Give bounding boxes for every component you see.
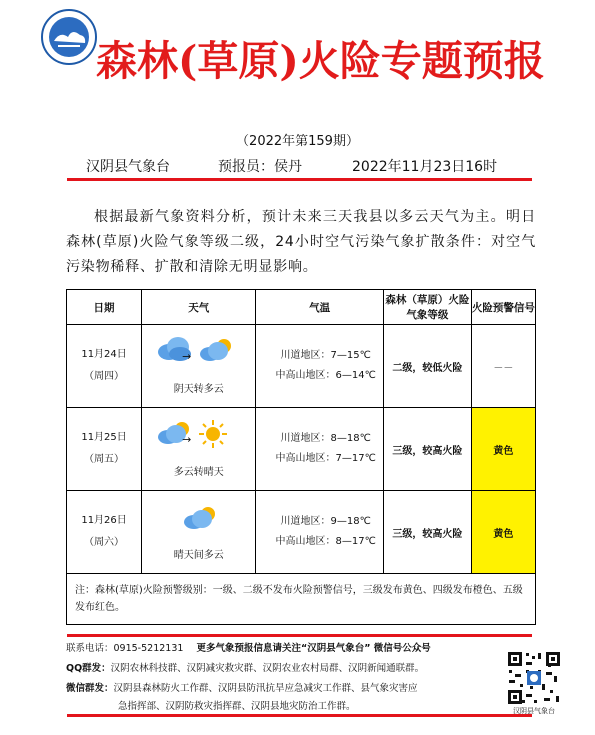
footer-bottom-divider xyxy=(67,714,532,717)
temperature-cell: 川道地区：9—18℃ 中高山地区：8—17℃ xyxy=(256,491,384,574)
header-date: 日期 xyxy=(67,290,142,325)
fire-level-cell: 二级，较低火险 xyxy=(383,325,471,408)
weather-cell xyxy=(142,325,256,408)
wechat-label: 微信群发： xyxy=(66,683,114,694)
weather-cell xyxy=(142,491,256,574)
qr-code-icon xyxy=(506,650,562,706)
weather-description: 多云转晴天 xyxy=(173,467,224,478)
date-cell: 11月24日 （周四） xyxy=(67,325,142,408)
table-row xyxy=(67,325,536,408)
footer-divider xyxy=(67,634,532,637)
header-weather: 天气 xyxy=(142,290,256,325)
table-row xyxy=(67,491,536,574)
weather-description: 晴天间多云 xyxy=(173,550,224,561)
header-fire-level: 森林（草原）火险气象等级 xyxy=(383,290,471,325)
forecast-summary: 根据最新气象资料分析，预计未来三天我县以多云天气为主。明日森林(草原)火险气象等级二级，24小时空气污染气象扩散条件：对空气污染物稀释、扩散和清除无明显影响。 xyxy=(66,209,536,275)
forecast-table xyxy=(66,289,536,625)
transition-arrow: → xyxy=(182,350,192,363)
temperature-cell: 川道地区：7—15℃ 中高山地区：6—14℃ xyxy=(256,325,384,408)
wechat-promo: 更多气象预报信息请关注“汉阴县气象台” 微信号公众号 xyxy=(196,643,431,654)
weather-cell xyxy=(142,408,256,491)
warning-signal-cell: －－ xyxy=(471,325,535,408)
fire-level-cell: 三级，较高火险 xyxy=(383,491,471,574)
weather-description: 阴天转多云 xyxy=(173,384,224,395)
qq-label: QQ群发： xyxy=(66,663,111,674)
footer-wechat xyxy=(66,680,418,694)
sunny-icon xyxy=(198,419,228,449)
temperature-cell: 川道地区：8—18℃ 中高山地区：7—17℃ xyxy=(256,408,384,491)
date-cell: 11月25日 （周五） xyxy=(67,408,142,491)
footer-wechat-cont: 急指挥部、汉阴防救灾指挥群、汉阴县地灾防治工作群。 xyxy=(118,701,356,712)
qq-groups: 汉阴农林科技群、汉阴减灾救灾群、汉阴农业农村局群、汉阴新闻通联群。 xyxy=(110,663,425,674)
station-name: 汉阴县气象台 xyxy=(86,159,170,175)
partly-cloudy-icon xyxy=(182,504,220,532)
page-title: 森林(草原)火险专题预报 xyxy=(96,37,545,85)
header-temperature: 气温 xyxy=(256,290,384,325)
warning-signal-cell: 黄色 xyxy=(471,491,535,574)
qr-label: 汉阴县气象台 xyxy=(513,707,555,715)
forecaster: 预报员：侯丹 xyxy=(218,159,302,175)
issue-number: （2022年第159期） xyxy=(236,134,359,149)
footer-qq xyxy=(66,660,424,674)
wechat-groups: 汉阴县森林防火工作群、汉阴县防汛抗旱应急减灾工作群、县气象灾害应 xyxy=(113,683,418,694)
fire-level-cell: 三级，较高火险 xyxy=(383,408,471,491)
table-row xyxy=(67,408,536,491)
contact-phone: 联系电话：0915-5212131 xyxy=(66,643,184,654)
footer-contact xyxy=(66,640,431,654)
header-divider xyxy=(67,178,532,181)
issue-datetime: 2022年11月23日16时 xyxy=(352,159,498,175)
warning-signal-cell: 黄色 xyxy=(471,408,535,491)
cma-logo xyxy=(40,8,98,66)
transition-arrow: → xyxy=(182,433,192,446)
warning-level-note: 注：森林(草原)火险预警级别：一级、二级不发布火险预警信号，三级发布黄色、四级发布橙色、五级发布红色。 xyxy=(67,574,536,625)
header-warning-signal: 火险预警信号 xyxy=(471,290,535,325)
table-header-row xyxy=(67,290,536,325)
partly-cloudy-icon xyxy=(198,336,236,364)
date-cell: 11月26日 （周六） xyxy=(67,491,142,574)
table-note-row xyxy=(67,574,536,625)
